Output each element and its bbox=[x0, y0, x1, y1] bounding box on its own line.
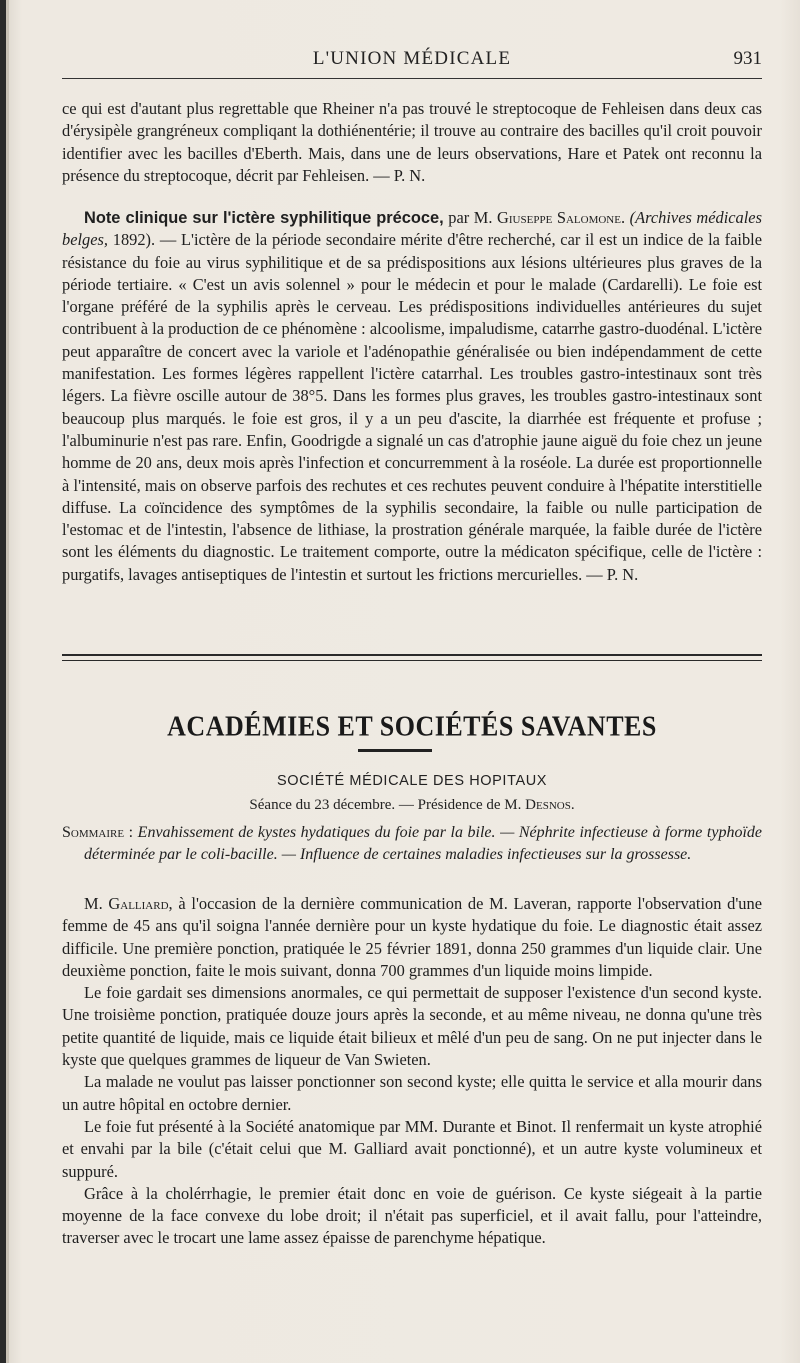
society-heading: SOCIÉTÉ MÉDICALE DES HOPITAUX bbox=[276, 773, 548, 789]
report-speaker: M. Galliard, bbox=[84, 894, 173, 913]
report-paragraph: La malade ne voulut pas laisser ponctionner son second kyste; elle quitta le service et alla mourir dans un autre hôpital en octobre dernier. bbox=[62, 1072, 762, 1114]
page-number: 931 bbox=[733, 48, 762, 69]
note-source-year: 1892). bbox=[112, 230, 156, 250]
section-separator-rule bbox=[62, 654, 762, 661]
paragraph-continuation: ce qui est d'autant plus regrettable que Rheiner n'a pas trouvé le streptocoque de Fehleisen dans deux cas d'érysipèle grangréneux compliqant la dothiénentérie; il trouve au contraire des bacilles qu'il croit pouvoir identifier avec les bacilles d'Eberth. Mais, dans une de leurs observations, Hare et Patek ont reconnu la présence du streptocoque, décrit par Fehleisen. — P. N. bbox=[62, 99, 762, 185]
sommaire-label: Sommaire : bbox=[62, 824, 134, 841]
journal-title: L'UNION MÉDICALE bbox=[312, 48, 512, 69]
note-author: Giuseppe Salomone. bbox=[497, 208, 626, 227]
report-body bbox=[62, 893, 762, 1250]
seance-date: Séance du 23 décembre. — Présidence de M. bbox=[249, 797, 522, 813]
note-source: (Archives médicales belges, bbox=[62, 208, 762, 250]
report-paragraph: Le foie gardait ses dimensions anormales, ce qui permettait de supposer l'existence d'un second kyste. Une troisième ponction, pratiquée douze jours après la seconde, et au même niveau, ne donna qu'une très petite quantité de liquide, mais ce liquide était bilieux et mêlé d'un peu de sang. On ne put injecter dans le kyste que quelques grammes de liqueur de Van Swieten. bbox=[62, 983, 762, 1070]
seance-president: Desnos. bbox=[525, 797, 575, 813]
report-paragraph: Le foie fut présenté à la Société anatomique par MM. Durante et Binot. Il renfermait un kyste atrophié et envahi par la bile (c'était celui que M. Galliard avait ponctionné), et un autre kyste volumineux et suppuré. bbox=[62, 1116, 762, 1181]
report-text-1: à l'occasion de la dernière communication de M. Laveran, rapporte l'observation d'une femme de 45 ans qu'il soigna l'année dernière pour un kyste hydatique du foie. Le diagnostic était assez difficile. Une première ponction, pratiquée le 25 février 1891, donna 250 grammes d'un liquide clair. Une deuxième ponction, faite le mois suivant, donna 700 grammes d'un liquide moins limpide. bbox=[62, 894, 762, 980]
section-title-underline bbox=[358, 749, 432, 752]
note-clinique-paragraph bbox=[62, 207, 762, 586]
page-binding-shadow bbox=[6, 0, 9, 1363]
note-title: Note clinique sur l'ictère syphilitique précoce, bbox=[84, 209, 444, 227]
section-title: ACADÉMIES ET SOCIÉTÉS SAVANTES bbox=[167, 710, 657, 743]
seance-line bbox=[62, 797, 762, 814]
running-header bbox=[62, 48, 762, 72]
note-body: — L'ictère de la période secondaire mérite d'être recherché, car il est un indice de la faible résistance du foie au virus syphilitique et de sa prédispositions aux lésions ultérieures plus graves de la période tertiaire. « C'est un avis solennel » pour le médecin et pour le malade (Cardarelli). Le foie est l'organe préféré de la syphilis après le cerveau. Les prédispositions individuelles antérieures du sujet contribuent à la production de ce phénomène : alcoolisme, impaludisme, catarrhe gastro-duodénal. L'ictère peut apparaître de concert avec la variole et l'adénopathie généralisée ou bien indépendamment de cette manifestation. Les formes légères rappellent l'ictère catarrhal. Les troubles gastro-intestinaux sont très légers. La fièvre oscille autour de 38°5. Dans les formes plus graves, les troubles gastro-intestinaux sont beaucoup plus marqués. le foie est gros, il y a un peu d'ascite, la diarrhée est fréquente et profuse ; l'albuminurie n'est pas rare. Enfin, Goodrigde a signalé un cas d'atrophie jaune aiguë du foie chez un jeune homme de 20 ans, deux mois après l'infection et concurremment à la roséole. La durée est proportionnelle à l'intensité, mais on observe parfois des rechutes et ces rechutes peuvent conduire à l'hépatite interstitielle diffuse. La coïncidence des symptômes de la syphilis secondaire, la faible ou nulle participation de l'estomac et de l'intestin, l'absence de lithiase, la prostration générale marquée, la faible durée de l'ictère sont les éléments du diagnostic. Le traitement comporte, outre la médicaton spécifique, celle de l'ictère : purgatifs, lavages antiseptiques de l'intestin et surtout les frictions mercurielles. — P. N. bbox=[62, 230, 762, 584]
sommaire-block bbox=[62, 822, 762, 867]
note-author-prefix: par M. bbox=[448, 208, 493, 227]
sommaire-line bbox=[62, 822, 762, 867]
report-paragraph bbox=[62, 893, 762, 982]
sommaire-items: Envahissement de kystes hydatiques du foie par la bile. — Néphrite infectieuse à forme typhoïde déterminée par le coli-bacille. — Influence de certaines maladies infectieuses sur la grossesse. bbox=[84, 824, 763, 864]
report-paragraph: Grâce à la cholérrhagie, le premier était donc en voie de guérison. Ce kyste siégeait à la partie moyenne de la face convexe du lobe droit; il n'était pas superficiel, et il avait fallu, pour l'atteindre, traverser avec le trocart une lame assez épaisse de parenchyme hépatique. bbox=[62, 1183, 762, 1248]
header-rule bbox=[62, 78, 762, 79]
